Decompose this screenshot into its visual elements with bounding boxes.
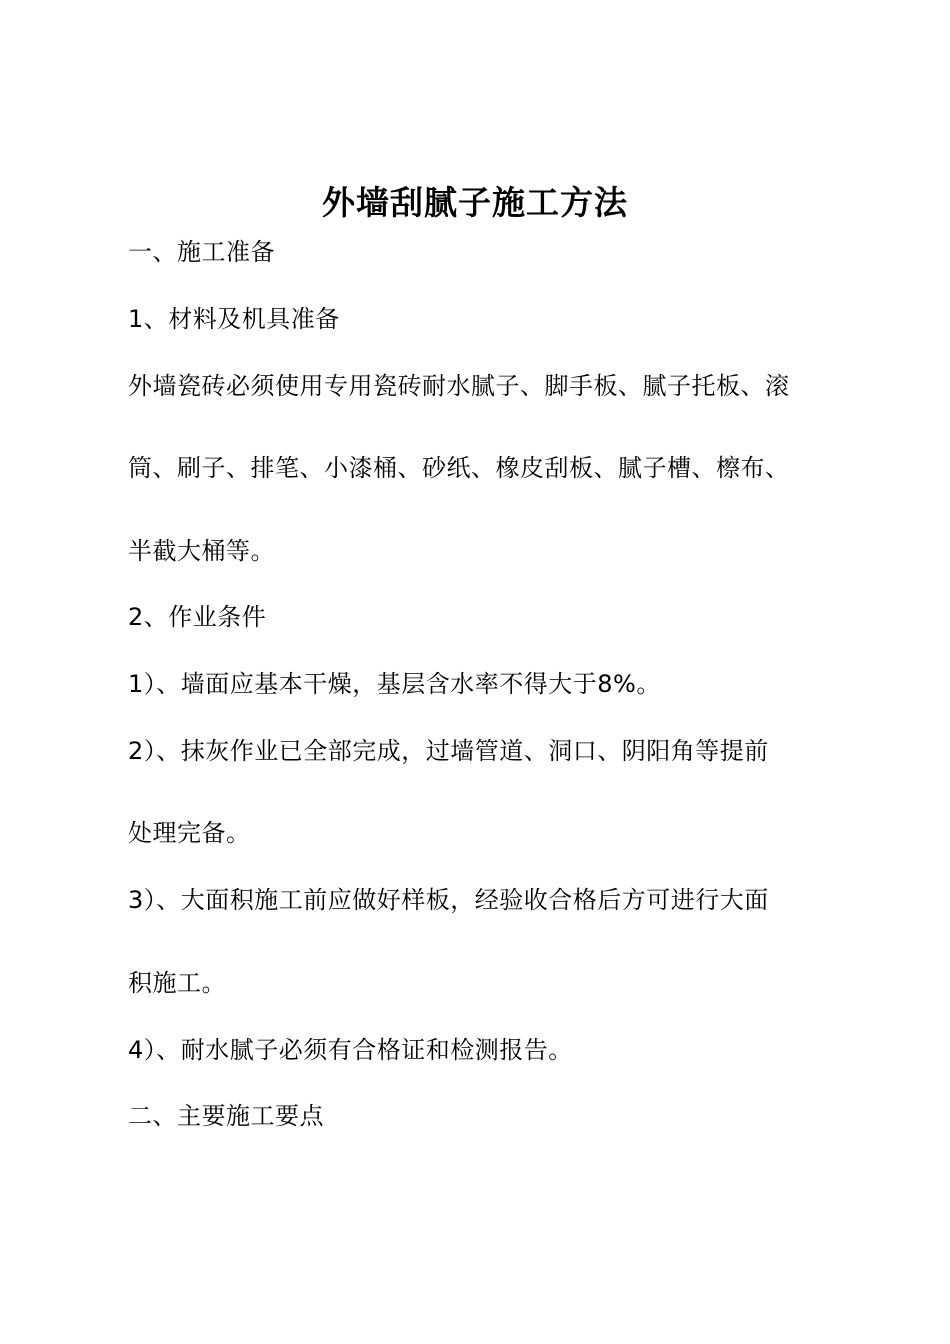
subheading-materials-tools: 1、材料及机具准备 [128, 305, 340, 333]
paragraph-line: 外墙瓷砖必须使用专用瓷砖耐水腻子、脚手板、腻子托板、滚 [128, 372, 790, 400]
section-heading-key-points: 二、主要施工要点 [128, 1102, 324, 1130]
section-heading-preparation: 一、施工准备 [128, 238, 275, 266]
subheading-work-conditions: 2、作业条件 [128, 603, 267, 631]
document-title: 外墙刮腻子施工方法 [322, 183, 628, 222]
paragraph-line: 筒、刷子、排笔、小漆桶、砂纸、橡皮刮板、腻子槽、檫布、 [128, 454, 790, 482]
list-item: 2）、抹灰作业已全部完成，过墙管道、洞口、阴阳角等提前 [128, 737, 769, 765]
list-item-continuation: 积施工。 [128, 969, 226, 997]
list-item: 4）、耐水腻子必须有合格证和检测报告。 [128, 1036, 573, 1064]
paragraph-line: 半截大桶等。 [128, 537, 275, 565]
list-item: 1）、墙面应基本干燥，基层含水率不得大于8%。 [128, 670, 661, 698]
list-item-continuation: 处理完备。 [128, 819, 251, 847]
list-item: 3）、大面积施工前应做好样板，经验收合格后方可进行大面 [128, 886, 769, 914]
